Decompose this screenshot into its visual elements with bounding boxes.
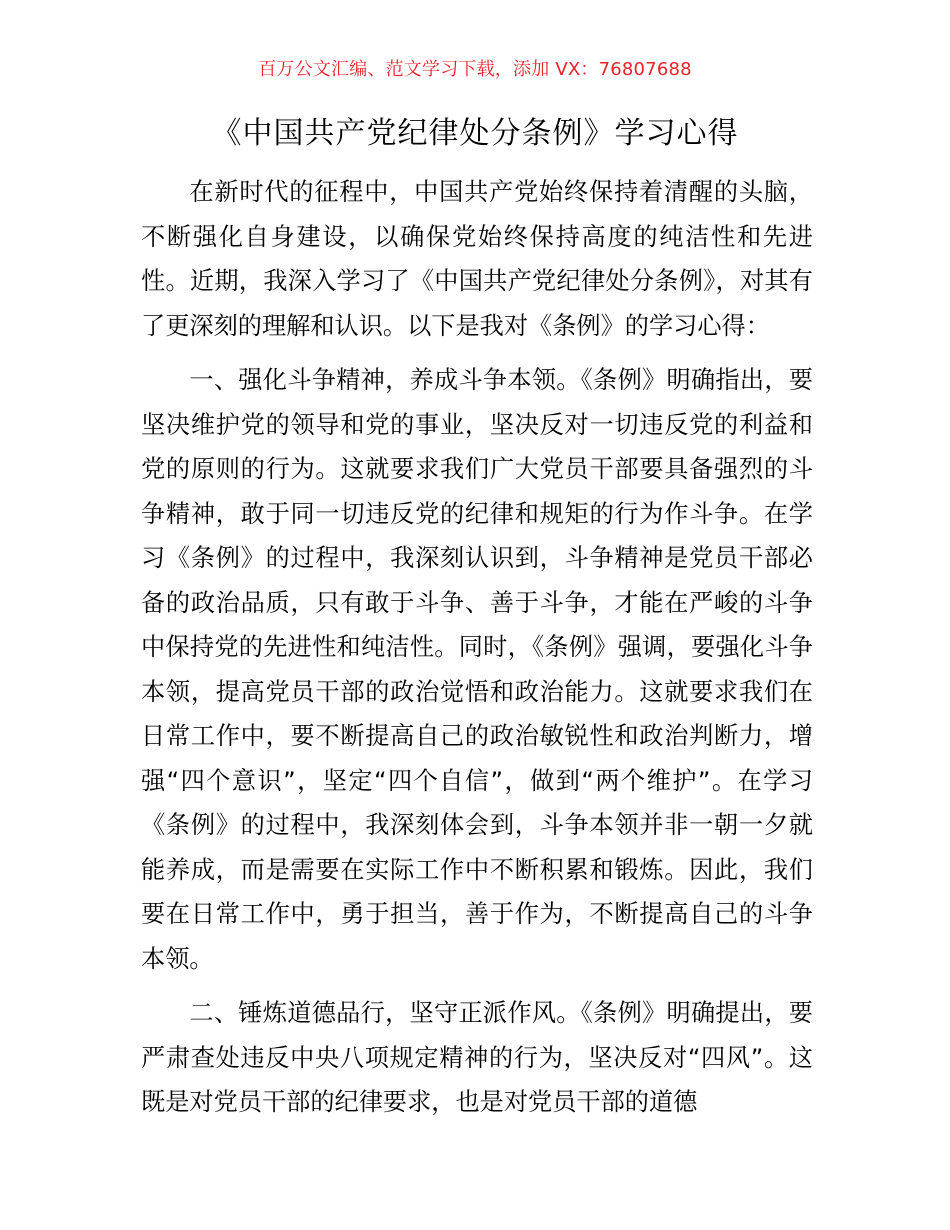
header-ad-note: 百万公文汇编、范文学习下载，添加 VX：76807688 (258, 59, 692, 80)
document-body (141, 170, 813, 1135)
paragraph-intro: 在新时代的征程中，中国共产党始终保持着清醒的头脑，不断强化自身建设，以确保党始终保持高度的纯洁性和先进性。近期，我深入学习了《中国共产党纪律处分条例》，对其有了更深刻的理解和认识。以下是我对《条例》的学习心得： (141, 178, 813, 340)
paragraph-section-2: 二、锤炼道德品行，坚守正派作风。《条例》明确提出，要严肃查处违反中央八项规定精神的行为，坚决反对“四风”。这既是对党员干部的纪律要求，也是对党员干部的道德 (141, 999, 813, 1116)
paragraph-section-1: 一、强化斗争精神，养成斗争本领。《条例》明确指出，要坚决维护党的领导和党的事业，坚决反对一切违反党的利益和党的原则的行为。这就要求我们广大党员干部要具备强烈的斗争精神，敢于同一切违反党的纪律和规矩的行为作斗争。在学习《条例》的过程中，我深刻认识到，斗争精神是党员干部必备的政治品质，只有敢于斗争、善于斗争，才能在严峻的斗争中保持党的先进性和纯洁性。同时，《条例》强调，要强化斗争本领，提高党员干部的政治觉悟和政治能力。这就要求我们在日常工作中，要不断提高自己的政治敏锐性和政治判断力，增强“四个意识”，坚定“四个自信”，做到“两个维护”。在学习《条例》的过程中，我深刻体会到，斗争本领并非一朝一夕就能养成，而是需要在实际工作中不断积累和锻炼。因此，我们要在日常工作中，勇于担当，善于作为，不断提高自己的斗争本领。 (141, 366, 813, 973)
document-title: 《中国共产党纪律处分条例》学习心得 (211, 116, 739, 151)
